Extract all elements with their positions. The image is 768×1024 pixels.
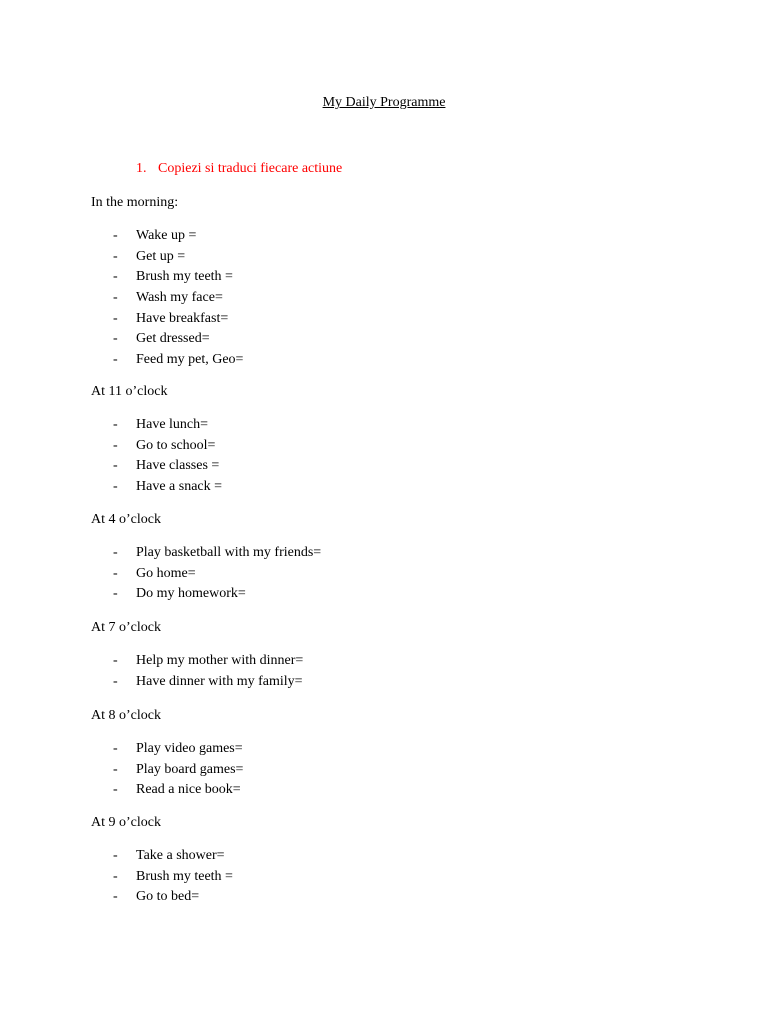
bullet-dash: - xyxy=(113,310,118,326)
list-item-text: Take a shower= xyxy=(136,848,225,863)
bullet-dash: - xyxy=(113,868,118,884)
bullet-dash: - xyxy=(113,848,118,863)
bullet-dash: - xyxy=(113,782,118,798)
list-item xyxy=(91,268,691,289)
section-heading: In the morning: xyxy=(91,195,179,210)
list-item xyxy=(91,740,691,761)
list-item xyxy=(91,478,691,499)
section xyxy=(91,511,691,606)
item-list xyxy=(91,652,691,693)
list-item xyxy=(91,673,691,694)
list-item xyxy=(91,868,691,889)
list-item-text: Have classes = xyxy=(136,458,220,474)
list-item xyxy=(91,437,691,458)
bullet-dash: - xyxy=(113,417,118,432)
section-heading: At 4 o’clock xyxy=(91,512,161,527)
list-item xyxy=(91,847,691,868)
list-item-text: Have lunch= xyxy=(136,417,209,432)
bullet-dash: - xyxy=(113,248,118,264)
section xyxy=(91,383,691,499)
bullet-dash: - xyxy=(113,352,118,368)
list-item xyxy=(91,416,691,437)
section-heading: At 8 o’clock xyxy=(91,708,161,723)
list-item-text: Feed my pet, Geo= xyxy=(136,352,244,368)
section-heading: At 7 o’clock xyxy=(91,620,161,635)
list-item xyxy=(91,457,691,478)
list-item-text: Read a nice book= xyxy=(136,782,241,798)
list-item-text: Go to bed= xyxy=(136,889,200,905)
document-title: My Daily Programme xyxy=(322,95,446,110)
list-item xyxy=(91,330,691,351)
list-item-text: Play board games= xyxy=(136,761,244,777)
list-item xyxy=(91,248,691,269)
bullet-dash: - xyxy=(113,228,118,243)
bullet-dash: - xyxy=(113,565,118,581)
bullet-dash: - xyxy=(113,458,118,474)
item-list xyxy=(91,416,691,499)
list-item xyxy=(91,652,691,673)
bullet-dash: - xyxy=(113,545,118,560)
section xyxy=(91,707,691,802)
bullet-dash: - xyxy=(113,331,118,347)
list-item-text: Have breakfast= xyxy=(136,310,229,326)
instruction-text: Copiezi si traduci fiecare actiune xyxy=(158,161,343,176)
section xyxy=(91,619,691,693)
section xyxy=(91,194,691,372)
list-item-text: Go to school= xyxy=(136,437,216,453)
list-item-text: Have a snack = xyxy=(136,479,223,495)
bullet-dash: - xyxy=(113,437,118,453)
list-item-text: Get dressed= xyxy=(136,331,210,347)
instruction-number: 1. xyxy=(136,161,147,176)
bullet-dash: - xyxy=(113,889,118,905)
bullet-dash: - xyxy=(113,741,118,756)
list-item xyxy=(91,310,691,331)
list-item xyxy=(91,351,691,372)
list-item-text: Do my homework= xyxy=(136,586,246,602)
list-item xyxy=(91,565,691,586)
list-item-text: Brush my teeth = xyxy=(136,868,233,884)
list-item-text: Play video games= xyxy=(136,741,243,756)
list-item-text: Play basketball with my friends= xyxy=(136,545,322,560)
bullet-dash: - xyxy=(113,479,118,495)
section xyxy=(91,814,691,909)
list-item-text: Go home= xyxy=(136,565,196,581)
section-heading: At 9 o’clock xyxy=(91,815,161,830)
item-list xyxy=(91,544,691,606)
bullet-dash: - xyxy=(113,653,118,668)
list-item xyxy=(91,227,691,248)
list-item-text: Wake up = xyxy=(136,228,197,243)
item-list xyxy=(91,227,691,372)
bullet-dash: - xyxy=(113,761,118,777)
list-item xyxy=(91,585,691,606)
list-item-text: Brush my teeth = xyxy=(136,269,233,285)
list-item-text: Have dinner with my family= xyxy=(136,673,303,689)
bullet-dash: - xyxy=(113,673,118,689)
list-item xyxy=(91,888,691,909)
list-item xyxy=(91,544,691,565)
list-item-text: Wash my face= xyxy=(136,290,223,306)
list-item-text: Get up = xyxy=(136,248,186,264)
instruction-line xyxy=(136,160,342,178)
list-item xyxy=(91,781,691,802)
bullet-dash: - xyxy=(113,586,118,602)
list-item xyxy=(91,289,691,310)
item-list xyxy=(91,847,691,909)
list-item-text: Help my mother with dinner= xyxy=(136,653,304,668)
section-heading: At 11 o’clock xyxy=(91,384,168,399)
item-list xyxy=(91,740,691,802)
bullet-dash: - xyxy=(113,269,118,285)
bullet-dash: - xyxy=(113,290,118,306)
list-item xyxy=(91,761,691,782)
